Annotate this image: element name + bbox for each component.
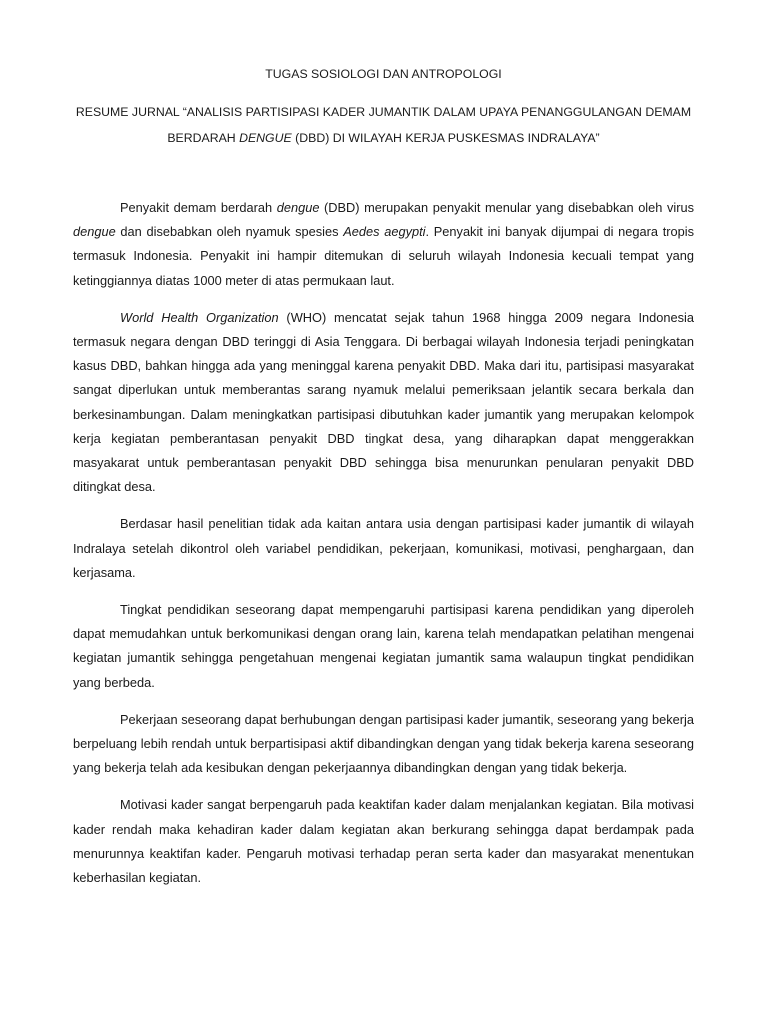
paragraph-4: Tingkat pendidikan seseorang dapat mempengaruhi partisipasi karena pendidikan yang diperoleh dapat memudahkan untuk berkomunikasi dengan orang lain, karena telah mendapatkan pelatihan mengenai kegiatan jumantik sehingga pengetahuan mengenai kegiatan jumantik sama walaupun tingkat pendidikan yang berbeda. — [73, 602, 694, 690]
paragraph-1 — [73, 196, 694, 293]
p1-text-3: dan disebabkan oleh nyamuk spesies — [115, 224, 344, 240]
p1-text-1: Penyakit demam berdarah — [120, 200, 277, 215]
document-title: TUGAS SOSIOLOGI DAN ANTROPOLOGI — [265, 67, 502, 81]
paragraph-6: Motivasi kader sangat berpengaruh pada keaktifan kader dalam menjalankan kegiatan. Bila motivasi kader rendah maka kehadiran kader dalam kegiatan akan berkurang sehingga dapat berdampak pada menurunnya keaktifan kader. Pengaruh motivasi terhadap peran serta kader dan masyarakat menentukan keberhasilan kegiatan. — [73, 797, 694, 886]
paragraph-5: Pekerjaan seseorang dapat berhubungan dengan partisipasi kader jumantik, seseorang yang bekerja berpeluang lebih rendah untuk berpartisipasi aktif dibandingkan dengan yang tidak bekerja karena seseorang yang bekerja telah ada kesibukan dengan pekerjaannya dibandingkan dengan yang tidak bekerja. — [73, 711, 694, 776]
subtitle-italic: DENGUE — [239, 131, 292, 145]
document-subtitle — [73, 99, 694, 151]
p1-italic-2: dengue — [73, 224, 116, 240]
subtitle-text-1: RESUME JURNAL “ANALISIS PARTISIPASI KADER JUMANTIK DALAM UPAYA PENANGGULANGAN DEMAM BERDARAH — [75, 105, 692, 145]
subtitle-text-2: (DBD) DI WILAYAH KERJA PUSKESMAS INDRALAYA” — [291, 131, 600, 145]
paragraph-3: Berdasar hasil penelitian tidak ada kaitan antara usia dengan partisipasi kader jumantik di wilayah Indralaya setelah dikontrol oleh variabel pendidikan, pekerjaan, komunikasi, motivasi, penghargaan, dan kerjasama. — [73, 516, 694, 580]
p1-text-2: (DBD) merupakan penyakit menular yang disebabkan oleh virus — [319, 200, 694, 215]
p1-italic-3: Aedes aegypti — [343, 224, 426, 240]
p1-italic-1: dengue — [276, 200, 320, 215]
p2-italic-1: World Health Organization — [120, 309, 279, 325]
p2-text-1: (WHO) mencatat sejak tahun 1968 hingga 2009 negara Indonesia termasuk negara dengan DBD teringgi di Asia Tenggara. Di berbagai wilayah Indonesia terjadi peningkatan kasus DBD, bahkan hingga ada yang meninggal karena penyakit DBD. Maka dari itu, partisipasi masyarakat sangat diperlukan untuk memberantas sarang nyamuk melalui pemeriksaan jelantik secara berkala dan berkesinambungan. Dalam meningkatkan partisipasi dibutuhkan kader jumantik yang merupakan kelompok kerja kegiatan pemberantasan penyakit DBD tingkat desa, yang diharapkan dapat menggerakkan masyakarat untuk pemberantasan penyakit DBD sehingga bisa menurunkan penularan penyakit DBD ditingkat desa. — [73, 309, 695, 495]
paragraph-2 — [73, 306, 694, 500]
p1-text-4: . Penyakit ini banyak dijumpai di negara tropis termasuk Indonesia. Penyakit ini hampir ditemukan di seluruh wilayah Indonesia kecuali tempat yang ketinggiannya diatas 1000 meter di atas permukaan laut. — [73, 224, 694, 288]
